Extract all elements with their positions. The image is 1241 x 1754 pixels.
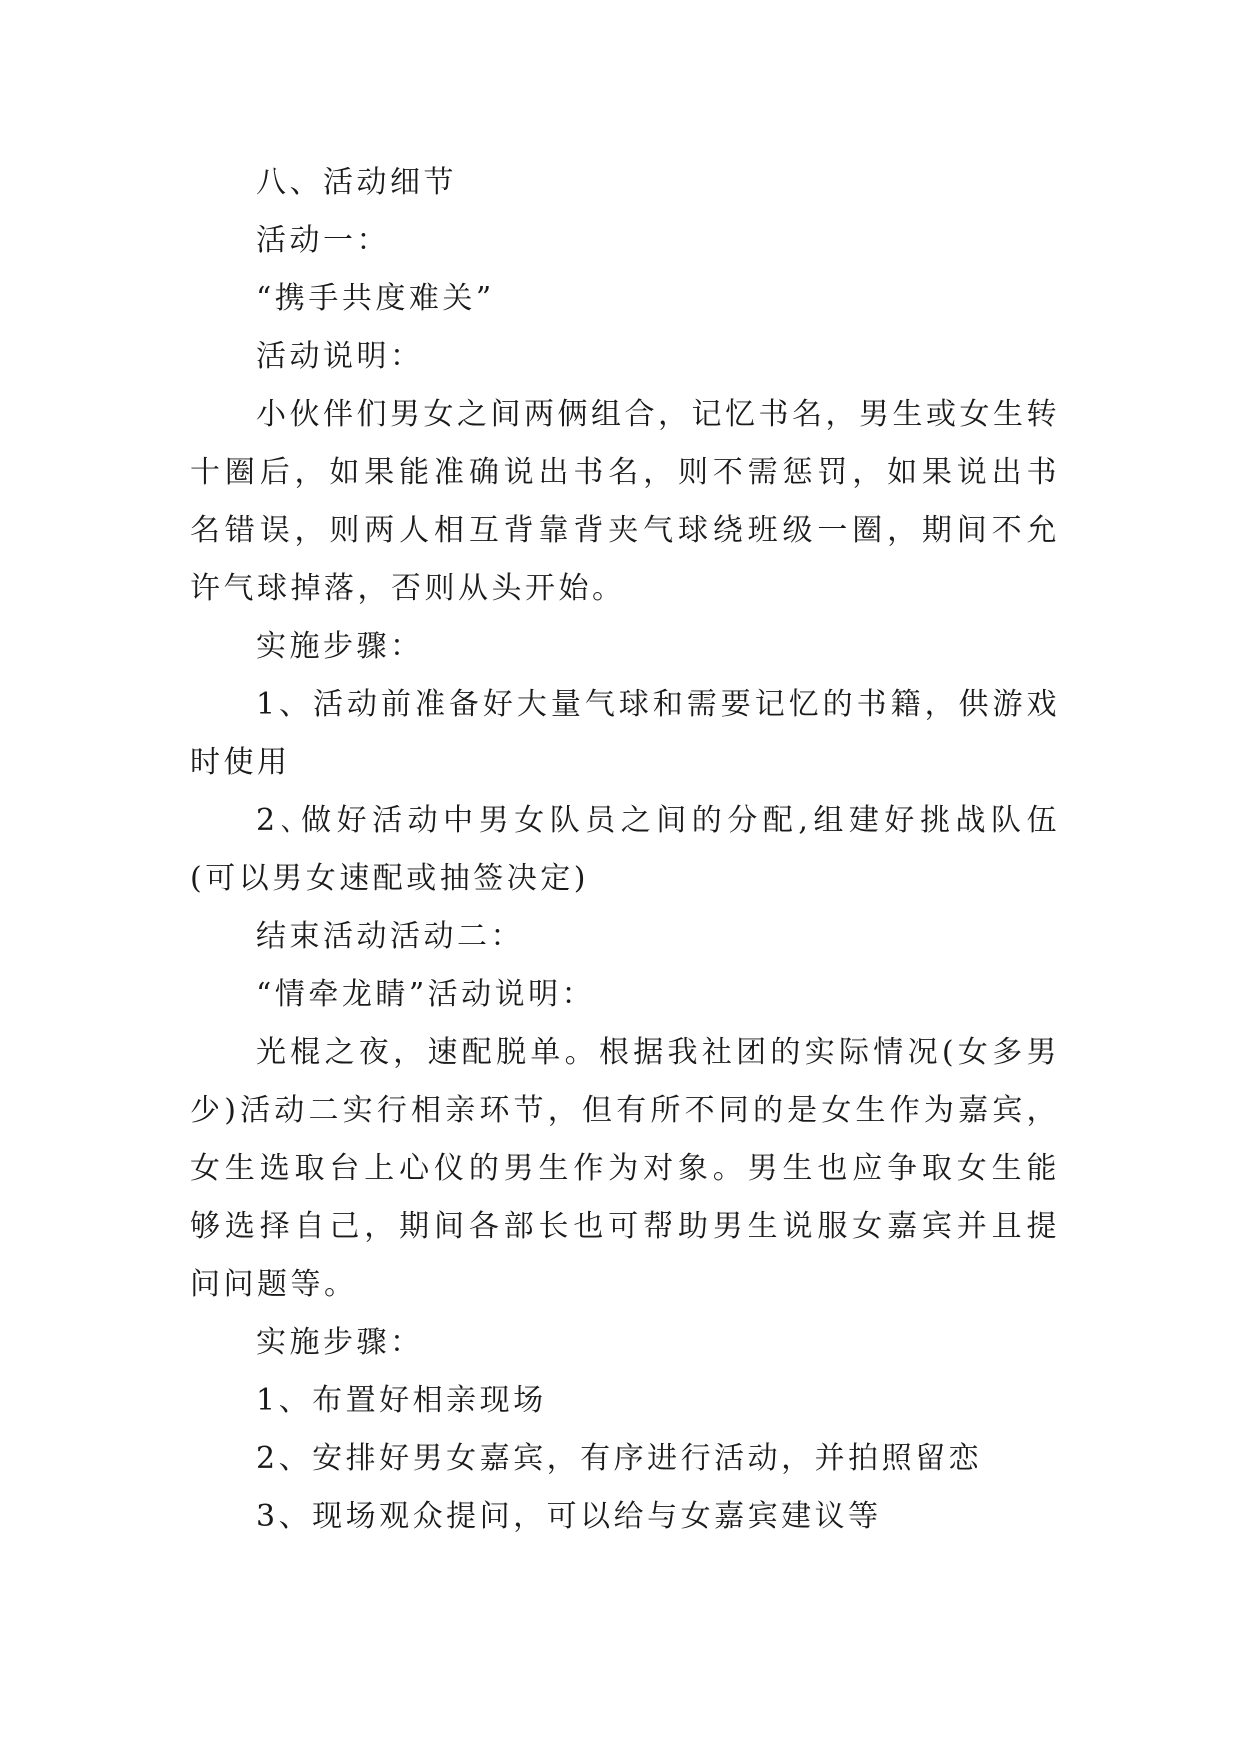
activity-two-step-3: 3、现场观众提问，可以给与女嘉宾建议等: [256, 1499, 882, 1534]
activity-two-label: 结束活动活动二：: [256, 919, 524, 954]
activity-two-title: “情牵龙睛”活动说明：: [256, 977, 596, 1012]
activity-two-description: 光棍之夜，速配脱单。根据我社团的实际情况(女多男少)活动二实行相亲环节，但有所不同的是女生作为嘉宾，女生选取台上心仪的男生作为对象。男生也应争取女生能够选择自己，期间各部长也可帮助男生说服女嘉宾并且提问问题等。: [190, 1035, 1060, 1302]
activity-two-steps-label: 实施步骤：: [256, 1325, 424, 1360]
activity-one-title: “携手共度难关”: [256, 281, 495, 316]
section-heading: 八、活动细节: [256, 165, 457, 200]
activity-one-description-label: 活动说明：: [256, 339, 424, 374]
document-body: [190, 154, 1060, 1546]
activity-one-step-1: 1、活动前准备好大量气球和需要记忆的书籍，供游戏时使用: [190, 687, 1060, 780]
activity-two-step-1: 1、布置好相亲现场: [256, 1383, 547, 1418]
activity-two-step-2: 2、安排好男女嘉宾，有序进行活动，并拍照留恋: [256, 1441, 983, 1476]
activity-one-step-2: 2､做好活动中男女队员之间的分配,组建好挑战队伍(可以男女速配或抽签决定): [190, 803, 1060, 896]
activity-one-label: 活动一：: [256, 223, 390, 258]
activity-one-description: 小伙伴们男女之间两俩组合，记忆书名，男生或女生转十圈后，如果能准确说出书名，则不需惩罚，如果说出书名错误，则两人相互背靠背夹气球绕班级一圈，期间不允许气球掉落，否则从头开始。: [190, 397, 1060, 606]
activity-one-steps-label: 实施步骤：: [256, 629, 424, 664]
